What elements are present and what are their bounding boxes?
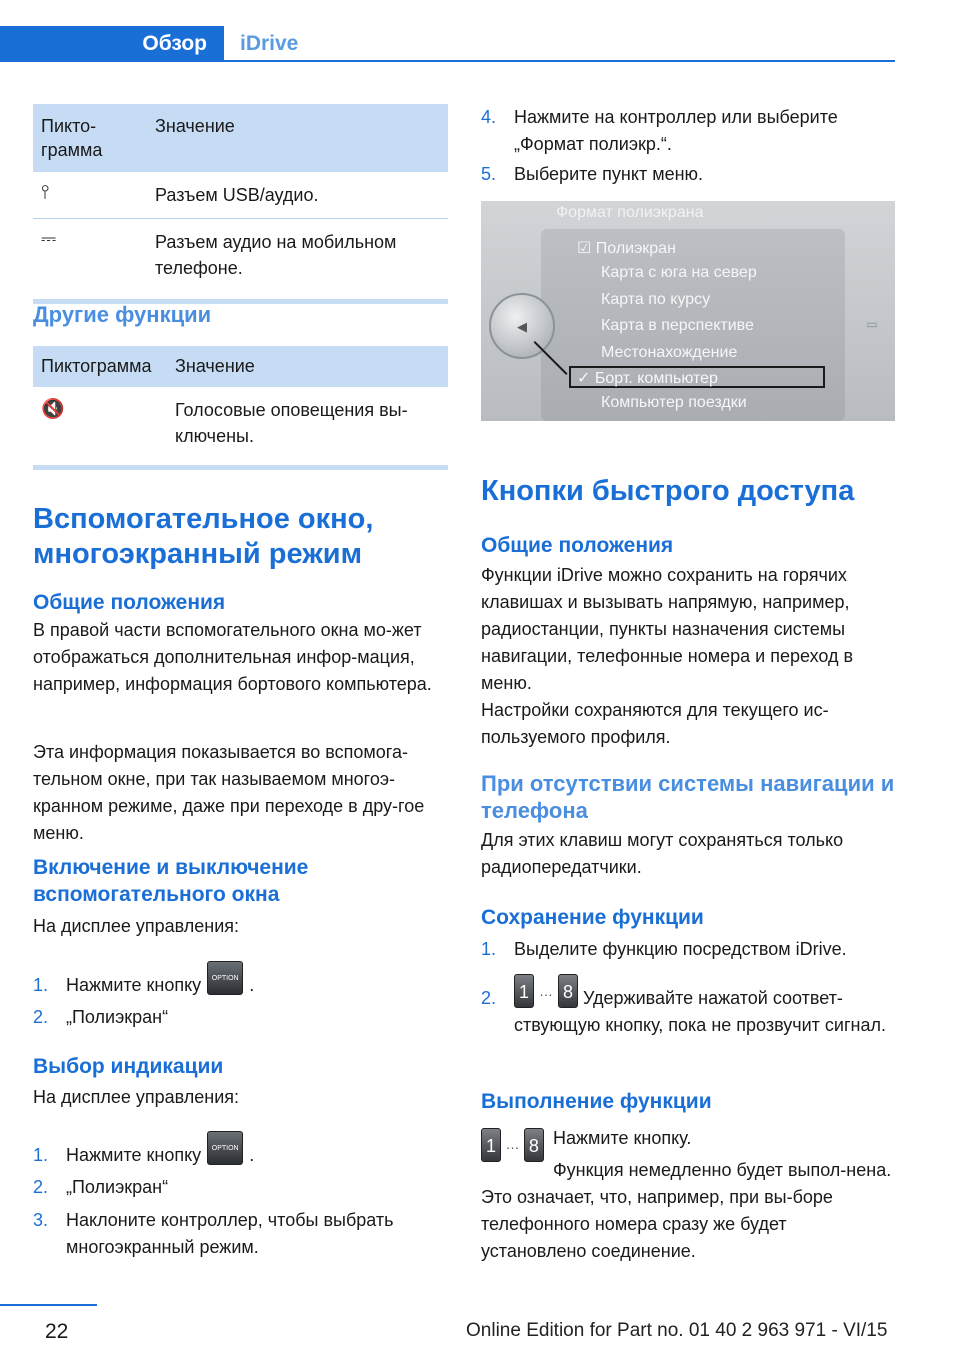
exec-title: Выполнение функции — [481, 1090, 712, 1113]
step-label: Нажмите кнопку — [66, 975, 202, 995]
save-title: Сохранение функции — [481, 906, 704, 929]
step-number: 2. — [33, 1177, 49, 1197]
favorite-key-1[interactable]: 1 — [481, 1128, 501, 1162]
row-text: Разъем аудио на мобильном телефоне. — [155, 232, 397, 278]
table-header — [33, 346, 448, 387]
step-text: Выделите функцию посредством iDrive. — [514, 939, 847, 959]
step-text: Удерживайте нажатой соответ-ствующую кнопку, пока не прозвучит сигнал. — [514, 988, 887, 1035]
quick-para-2: Настройки сохраняются для текущего ис-пользуемого профиля. — [481, 700, 829, 747]
other-functions-table — [33, 346, 448, 470]
list-item — [33, 1142, 448, 1172]
menu-item-label: Борт. компьютер — [594, 370, 718, 387]
arrow-left-icon: ◀ — [517, 319, 527, 334]
usb-icon: ⫯ — [41, 182, 50, 203]
step-number: 4. — [481, 107, 497, 127]
list-item — [33, 1174, 448, 1204]
controller-knob[interactable] — [489, 293, 555, 359]
menu-item[interactable] — [577, 238, 676, 258]
side-panel-icon: ▭ — [866, 317, 878, 331]
toggle-title: Включение и выключение вспомогательного окна — [33, 856, 309, 906]
step-number: 5. — [481, 164, 497, 184]
list-item — [481, 982, 895, 1065]
menu-item[interactable]: Карта в перспективе — [601, 317, 754, 334]
menu-item-label: Полиэкран — [595, 240, 676, 257]
aux-window-title: Вспомогательное окно, многоэкранный режим — [33, 503, 374, 570]
step-number: 3. — [33, 1210, 49, 1230]
edition-info: Online Edition for Part no. 01 40 2 963 971 - VI/15 — [466, 1320, 888, 1341]
option-button[interactable]: OPTION — [207, 961, 243, 995]
list-item — [33, 1004, 448, 1034]
list-item — [481, 161, 895, 191]
aux-para-1: В правой части вспомогательного окна мо-жет отображаться дополнительная инфор-мация, например, информация бортового компьютера. — [33, 620, 432, 694]
col-pictogram: Пиктограмма — [41, 356, 152, 376]
favorite-key-8[interactable]: 8 — [558, 974, 578, 1008]
col-meaning: Значение — [175, 356, 255, 376]
no-nav-title: При отсутствии системы навигации и телефона — [481, 771, 895, 823]
other-functions-title: Другие функции — [33, 302, 212, 327]
page-number: 22 — [45, 1320, 69, 1343]
toggle-intro: На дисплее управления: — [33, 916, 240, 936]
step-text: Нажмите кнопку OPTION . — [66, 972, 436, 999]
step-label: Нажмите кнопку — [66, 1145, 202, 1165]
select-intro: На дисплее управления: — [33, 1087, 240, 1107]
favorite-key-1[interactable]: 1 — [514, 974, 534, 1008]
general-title: Общие положения — [33, 591, 226, 614]
ellipsis: … — [505, 1136, 520, 1153]
step-number: 1. — [481, 939, 497, 959]
check-icon: ✓ — [577, 370, 595, 387]
step-text: „Полиэкран“ — [66, 1007, 169, 1027]
quick-para-1: Функции iDrive можно сохранить на горячих клавишах и вызывать напрямую, например, радиостанции, пункты назначения системы навигации, телефонные номера и переход в меню. — [481, 565, 854, 693]
table-row — [33, 387, 448, 459]
step-number: 1. — [33, 975, 49, 995]
exec-para: Функция немедленно будет выпол-нена. Это означает, что, например, при вы-боре телефонного номера сразу же будет установлено соединение. — [481, 1160, 892, 1261]
col-pictogram: Пикто- грамма — [41, 116, 103, 160]
exec-line-1: Нажмите кнопку. — [553, 1128, 692, 1148]
speaker-off-icon: 🔇 — [41, 399, 65, 420]
row-text: Разъем USB/аудио. — [155, 185, 319, 205]
list-item — [33, 972, 448, 1002]
row-text: Голосовые оповещения вы-ключены. — [175, 400, 408, 446]
table-end-bar — [33, 465, 448, 470]
aux-para-2: Эта информация показывается во вспомога-тельном окне, при так называемом многоэ-кранном режиме, даже при переходе в дру-гое меню. — [33, 742, 425, 843]
table-row — [33, 219, 448, 291]
step-number: 2. — [481, 988, 497, 1008]
phone-audio-icon: ⎓ — [41, 229, 57, 250]
list-item — [481, 104, 895, 160]
tab-idrive[interactable]: iDrive — [240, 32, 299, 55]
list-item — [481, 936, 895, 966]
menu-item-selected[interactable] — [577, 368, 718, 388]
page-header — [0, 0, 960, 62]
select-title: Выбор индикации — [33, 1055, 224, 1078]
menu-item[interactable]: Местонахождение — [601, 344, 738, 361]
favorite-key-8[interactable]: 8 — [524, 1128, 544, 1162]
ellipsis: … — [539, 982, 554, 999]
multiscreen-format-screenshot — [481, 201, 895, 421]
footer-divider — [0, 1304, 97, 1306]
header-divider — [0, 60, 895, 62]
quick-general-title: Общие положения — [481, 534, 674, 557]
quick-keys-title: Кнопки быстрого доступа — [481, 475, 855, 507]
step-number: 2. — [33, 1007, 49, 1027]
connectors-table — [33, 104, 448, 304]
option-button[interactable]: OPTION — [207, 1131, 243, 1165]
checkbox-icon: ☑ — [577, 240, 596, 257]
tab-overview[interactable]: Обзор — [0, 26, 224, 62]
step-text: Наклоните контроллер, чтобы выбрать многоэкранный режим. — [66, 1210, 394, 1257]
step-number: 1. — [33, 1145, 49, 1165]
menu-item[interactable]: Карта с юга на север — [601, 264, 757, 281]
col-meaning: Значение — [155, 116, 235, 136]
step-text: Нажмите кнопку OPTION . — [66, 1142, 436, 1169]
list-item — [33, 1207, 448, 1263]
step-text: Нажмите на контроллер или выберите „Формат полиэкр.“. — [514, 107, 838, 154]
menu-item[interactable]: Компьютер поездки — [601, 394, 747, 411]
menu-item[interactable]: Карта по курсу — [601, 291, 711, 308]
table-row — [33, 172, 448, 219]
no-nav-para: Для этих клавиш могут сохраняться только радиопередатчики. — [481, 830, 844, 877]
step-text: Выберите пункт меню. — [514, 164, 704, 184]
screen-title: Формат полиэкрана — [556, 204, 704, 221]
step-text: „Полиэкран“ — [66, 1177, 169, 1197]
table-header — [33, 104, 448, 172]
